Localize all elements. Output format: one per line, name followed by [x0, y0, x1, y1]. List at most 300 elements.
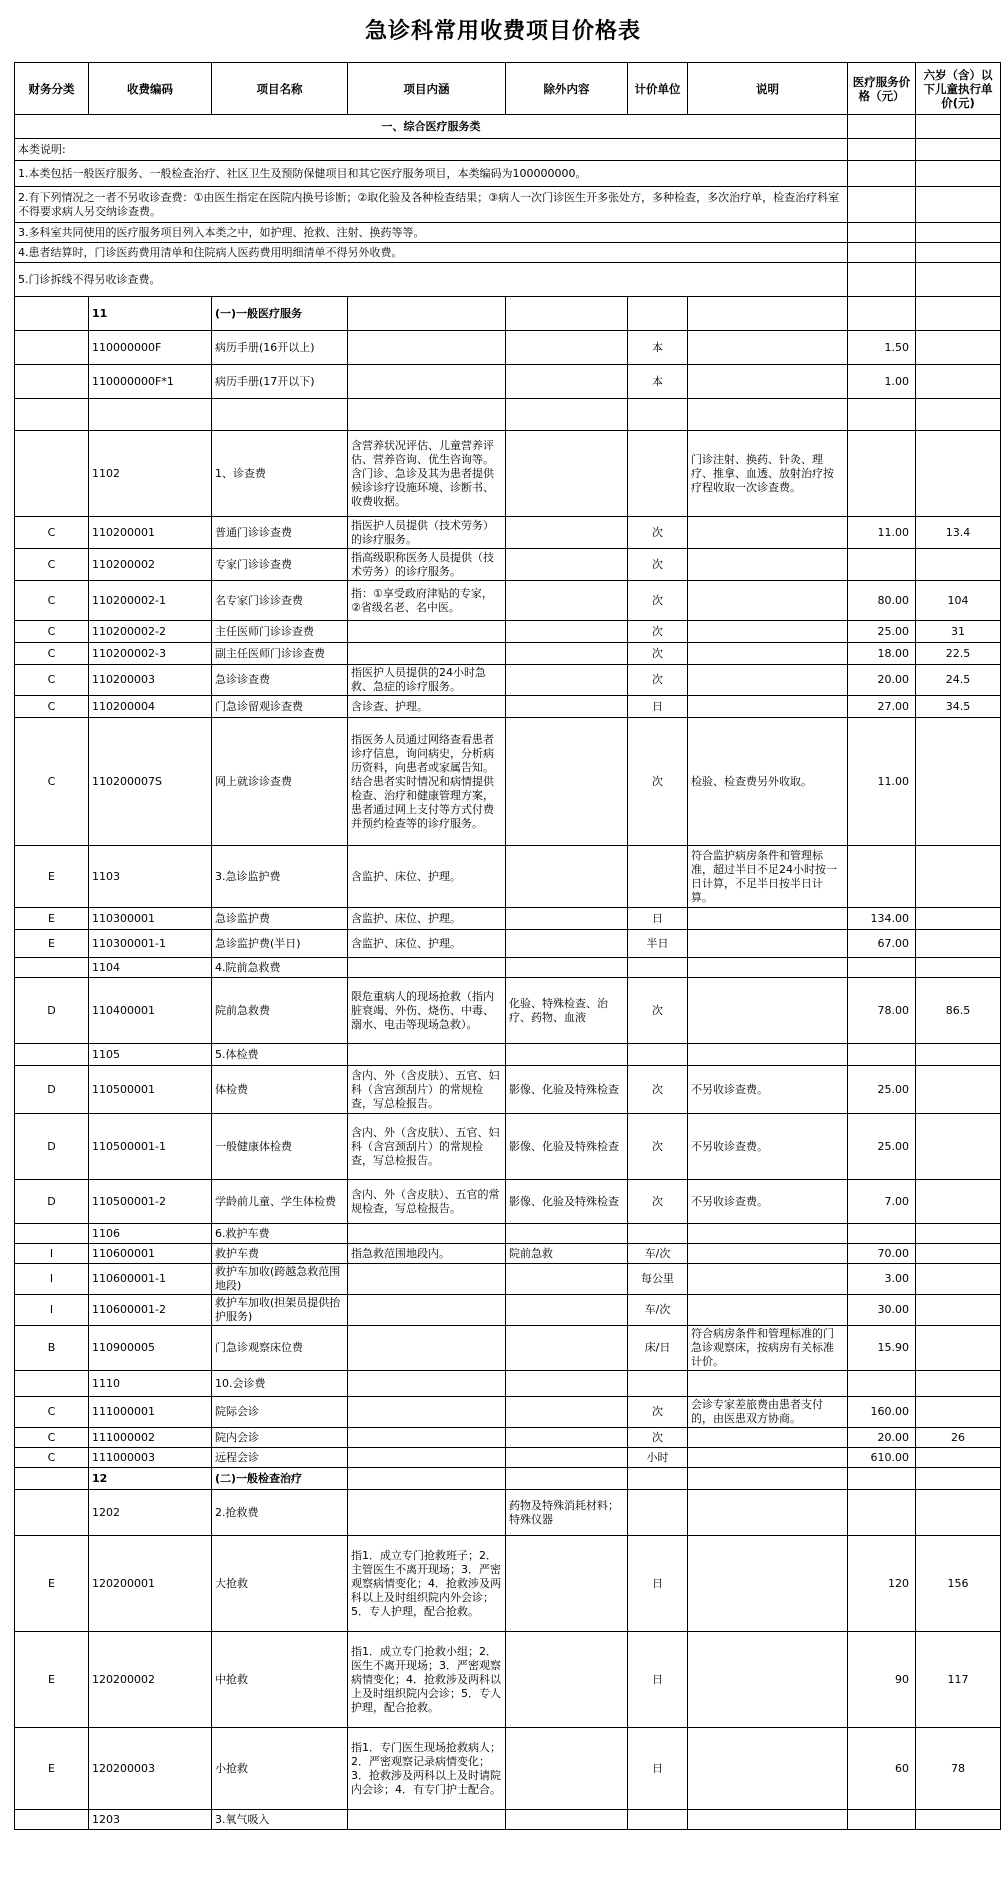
item-content-cell	[348, 1371, 506, 1397]
finance-category-cell	[15, 1224, 89, 1244]
service-price-cell: 7.00	[848, 1180, 916, 1224]
child-price-cell: 26	[916, 1428, 1001, 1448]
billing-unit-cell: 小时	[628, 1448, 688, 1468]
header-cell: 收费编码	[89, 63, 212, 115]
item-name-cell: (一)一般医疗服务	[212, 297, 348, 331]
table-row	[15, 1728, 1001, 1810]
table-row	[15, 1490, 1001, 1536]
fee-code-cell: 110200004	[89, 696, 212, 718]
remark-cell	[688, 331, 848, 365]
service-price-cell: 18.00	[848, 643, 916, 665]
child-price-cell	[916, 718, 1001, 846]
service-price-cell: 134.00	[848, 908, 916, 930]
item-content-cell: 含营养状况评估、儿童营养评估、营养咨询、优生咨询等。含门诊、急诊及其为患者提供候诊诊疗设施环境、诊断书、收费收据。	[348, 431, 506, 517]
exclusion-cell	[506, 1468, 628, 1490]
item-name-cell: 主任医师门诊诊查费	[212, 621, 348, 643]
fee-code-cell: 1202	[89, 1490, 212, 1536]
finance-category-cell	[15, 1371, 89, 1397]
exclusion-cell	[506, 1810, 628, 1830]
item-name-cell: 小抢救	[212, 1728, 348, 1810]
billing-unit-cell: 每公里	[628, 1264, 688, 1295]
fee-code-cell: 1105	[89, 1044, 212, 1066]
item-content-cell: 指医护人员提供（技术劳务）的诊疗服务。	[348, 517, 506, 549]
note-row	[15, 223, 1001, 243]
child-price-cell	[916, 1224, 1001, 1244]
child-price-cell	[916, 1448, 1001, 1468]
table-row	[15, 581, 1001, 621]
item-content-cell: 含监护、床位、护理。	[348, 846, 506, 908]
remark-cell	[688, 1490, 848, 1536]
billing-unit-cell	[628, 1371, 688, 1397]
fee-code-cell: 110200002-3	[89, 643, 212, 665]
remark-cell: 不另收诊查费。	[688, 1066, 848, 1114]
note-row	[15, 243, 1001, 263]
billing-unit-cell: 床/日	[628, 1326, 688, 1371]
service-price-cell: 3.00	[848, 1264, 916, 1295]
finance-category-cell: D	[15, 1180, 89, 1224]
item-name-cell: 5.体检费	[212, 1044, 348, 1066]
finance-category-cell: C	[15, 517, 89, 549]
item-name-cell: 院内会诊	[212, 1428, 348, 1448]
billing-unit-cell: 次	[628, 1066, 688, 1114]
fee-code-cell: 1203	[89, 1810, 212, 1830]
table-row	[15, 1428, 1001, 1448]
fee-code-cell: 110200001	[89, 517, 212, 549]
empty-cell	[848, 139, 916, 161]
fee-code-cell: 120200001	[89, 1536, 212, 1632]
service-price-cell	[848, 399, 916, 431]
fee-code-cell: 120200002	[89, 1632, 212, 1728]
item-content-cell	[348, 1326, 506, 1371]
exclusion-cell: 影像、化验及特殊检查	[506, 1114, 628, 1180]
exclusion-cell	[506, 1448, 628, 1468]
table-row	[15, 1264, 1001, 1295]
remark-cell	[688, 908, 848, 930]
table-row	[15, 399, 1001, 431]
service-price-cell: 120	[848, 1536, 916, 1632]
item-name-cell: 10.会诊费	[212, 1371, 348, 1397]
item-content-cell: 含内、外（含皮肤）、五官的常规检查，写总检报告。	[348, 1180, 506, 1224]
empty-cell	[916, 161, 1001, 187]
item-name-cell: 救护车加收(跨越急救范围地段)	[212, 1264, 348, 1295]
item-content-cell	[348, 331, 506, 365]
billing-unit-cell	[628, 1490, 688, 1536]
item-content-cell	[348, 621, 506, 643]
exclusion-cell	[506, 846, 628, 908]
item-content-cell: 指医务人员通过网络查看患者诊疗信息，询问病史，分析病历资料，向患者或家属告知。结合患者实时情况和病情提供检查、治疗和健康管理方案，患者通过网上支付等方式付费并预约检查等的诊疗服务。	[348, 718, 506, 846]
service-price-cell: 27.00	[848, 696, 916, 718]
billing-unit-cell	[628, 431, 688, 517]
empty-cell	[848, 161, 916, 187]
fee-code-cell: 110000000F	[89, 331, 212, 365]
child-price-cell: 22.5	[916, 643, 1001, 665]
remark-cell	[688, 665, 848, 696]
exclusion-cell	[506, 399, 628, 431]
remark-cell	[688, 1468, 848, 1490]
child-price-cell	[916, 1326, 1001, 1371]
note-row	[15, 187, 1001, 223]
remark-cell	[688, 517, 848, 549]
exclusion-cell	[506, 331, 628, 365]
exclusion-cell	[506, 665, 628, 696]
child-price-cell: 117	[916, 1632, 1001, 1728]
exclusion-cell	[506, 1044, 628, 1066]
child-price-cell	[916, 1468, 1001, 1490]
table-row	[15, 1326, 1001, 1371]
child-price-cell	[916, 1371, 1001, 1397]
item-name-cell: 病历手册(16开以上)	[212, 331, 348, 365]
child-price-cell	[916, 1490, 1001, 1536]
billing-unit-cell: 日	[628, 1728, 688, 1810]
header-cell: 财务分类	[15, 63, 89, 115]
exclusion-cell	[506, 1632, 628, 1728]
fee-code-cell: 120200003	[89, 1728, 212, 1810]
remark-cell	[688, 643, 848, 665]
fee-code-cell: 110000000F*1	[89, 365, 212, 399]
item-content-cell	[348, 1397, 506, 1428]
child-price-cell	[916, 331, 1001, 365]
remark-cell	[688, 930, 848, 958]
service-price-cell	[848, 958, 916, 978]
service-price-cell: 20.00	[848, 1428, 916, 1448]
header-cell: 说明	[688, 63, 848, 115]
billing-unit-cell	[628, 1044, 688, 1066]
exclusion-cell	[506, 621, 628, 643]
table-row	[15, 643, 1001, 665]
child-price-cell	[916, 365, 1001, 399]
billing-unit-cell: 次	[628, 581, 688, 621]
fee-code-cell: 110200002-2	[89, 621, 212, 643]
finance-category-cell	[15, 1468, 89, 1490]
remark-cell	[688, 958, 848, 978]
finance-category-cell	[15, 399, 89, 431]
billing-unit-cell: 次	[628, 1180, 688, 1224]
item-content-cell: 含监护、床位、护理。	[348, 930, 506, 958]
service-price-cell: 60	[848, 1728, 916, 1810]
item-content-cell: 指高级职称医务人员提供（技术劳务）的诊疗服务。	[348, 549, 506, 581]
section-row	[15, 115, 1001, 139]
finance-category-cell: C	[15, 665, 89, 696]
item-content-cell: 限危重病人的现场抢救（指内脏衰竭、外伤、烧伤、中毒、溺水、电击等现场急救）。	[348, 978, 506, 1044]
note-row	[15, 161, 1001, 187]
table-row	[15, 549, 1001, 581]
item-name-cell: 体检费	[212, 1066, 348, 1114]
item-content-cell: 含诊查、护理。	[348, 696, 506, 718]
fee-code-cell: 1103	[89, 846, 212, 908]
table-row	[15, 1180, 1001, 1224]
remark-cell	[688, 1224, 848, 1244]
fee-code-cell: 110200002	[89, 549, 212, 581]
remark-cell	[688, 1810, 848, 1830]
child-price-cell: 156	[916, 1536, 1001, 1632]
service-price-cell: 15.90	[848, 1326, 916, 1371]
child-price-cell: 104	[916, 581, 1001, 621]
fee-code-cell	[89, 399, 212, 431]
table-row	[15, 1468, 1001, 1490]
remark-cell	[688, 696, 848, 718]
table-row	[15, 1810, 1001, 1830]
finance-category-cell: C	[15, 643, 89, 665]
billing-unit-cell	[628, 1810, 688, 1830]
table-row	[15, 846, 1001, 908]
finance-category-cell: D	[15, 1066, 89, 1114]
note-row	[15, 263, 1001, 297]
item-content-cell	[348, 297, 506, 331]
finance-category-cell	[15, 297, 89, 331]
billing-unit-cell	[628, 297, 688, 331]
item-content-cell	[348, 1428, 506, 1448]
item-name-cell: 门急诊观察床位费	[212, 1326, 348, 1371]
fee-code-cell: 111000003	[89, 1448, 212, 1468]
fee-code-cell: 110200003	[89, 665, 212, 696]
child-price-cell	[916, 1810, 1001, 1830]
category-note: 本类说明:	[15, 139, 848, 161]
service-price-cell	[848, 297, 916, 331]
exclusion-cell	[506, 1326, 628, 1371]
billing-unit-cell: 次	[628, 978, 688, 1044]
service-price-cell: 11.00	[848, 718, 916, 846]
finance-category-cell: C	[15, 1428, 89, 1448]
remark-cell	[688, 621, 848, 643]
finance-category-cell: D	[15, 978, 89, 1044]
item-content-cell: 含内、外（含皮肤）、五官、妇科（含宫颈刮片）的常规检查，写总检报告。	[348, 1114, 506, 1180]
table-row	[15, 930, 1001, 958]
item-name-cell: 副主任医师门诊诊查费	[212, 643, 348, 665]
category-note: 4.患者结算时，门诊医药费用清单和住院病人医药费用明细清单不得另外收费。	[15, 243, 848, 263]
finance-category-cell: C	[15, 718, 89, 846]
billing-unit-cell	[628, 1468, 688, 1490]
remark-cell	[688, 1371, 848, 1397]
finance-category-cell: E	[15, 1632, 89, 1728]
empty-cell	[848, 263, 916, 297]
remark-cell	[688, 1244, 848, 1264]
service-price-cell: 30.00	[848, 1295, 916, 1326]
finance-category-cell: E	[15, 846, 89, 908]
child-price-cell	[916, 1114, 1001, 1180]
exclusion-cell	[506, 1295, 628, 1326]
header-cell: 除外内容	[506, 63, 628, 115]
remark-cell	[688, 365, 848, 399]
finance-category-cell	[15, 1810, 89, 1830]
table-row	[15, 696, 1001, 718]
child-price-cell	[916, 1397, 1001, 1428]
remark-cell	[688, 978, 848, 1044]
billing-unit-cell: 车/次	[628, 1244, 688, 1264]
header-cell: 医疗服务价格（元）	[848, 63, 916, 115]
service-price-cell	[848, 846, 916, 908]
billing-unit-cell: 车/次	[628, 1295, 688, 1326]
finance-category-cell	[15, 1490, 89, 1536]
item-name-cell: 门急诊留观诊查费	[212, 696, 348, 718]
table-row	[15, 621, 1001, 643]
table-row	[15, 1044, 1001, 1066]
table-row	[15, 1224, 1001, 1244]
child-price-cell	[916, 1264, 1001, 1295]
fee-code-cell: 111000002	[89, 1428, 212, 1448]
remark-cell: 符合监护病房条件和管理标准，超过半日不足24小时按一日计算，不足半日按半日计算。	[688, 846, 848, 908]
item-content-cell	[348, 1448, 506, 1468]
child-price-cell	[916, 1044, 1001, 1066]
table-row	[15, 908, 1001, 930]
service-price-cell: 80.00	[848, 581, 916, 621]
exclusion-cell	[506, 643, 628, 665]
fee-code-cell: 11	[89, 297, 212, 331]
table-row	[15, 718, 1001, 846]
empty-cell	[916, 263, 1001, 297]
finance-category-cell: E	[15, 1728, 89, 1810]
exclusion-cell	[506, 958, 628, 978]
item-content-cell	[348, 399, 506, 431]
empty-cell	[848, 187, 916, 223]
item-name-cell: 2.抢救费	[212, 1490, 348, 1536]
billing-unit-cell: 次	[628, 665, 688, 696]
finance-category-cell: E	[15, 930, 89, 958]
empty-cell	[916, 115, 1001, 139]
billing-unit-cell: 次	[628, 517, 688, 549]
child-price-cell: 31	[916, 621, 1001, 643]
child-price-cell	[916, 549, 1001, 581]
fee-code-cell: 110600001-2	[89, 1295, 212, 1326]
finance-category-cell: C	[15, 581, 89, 621]
fee-code-cell: 1110	[89, 1371, 212, 1397]
fee-code-cell: 111000001	[89, 1397, 212, 1428]
finance-category-cell: E	[15, 908, 89, 930]
finance-category-cell: C	[15, 696, 89, 718]
service-price-cell: 25.00	[848, 1114, 916, 1180]
empty-cell	[916, 187, 1001, 223]
remark-cell	[688, 1264, 848, 1295]
remark-cell: 不另收诊查费。	[688, 1114, 848, 1180]
exclusion-cell	[506, 581, 628, 621]
service-price-cell: 610.00	[848, 1448, 916, 1468]
table-row	[15, 1114, 1001, 1180]
remark-cell	[688, 581, 848, 621]
table-row	[15, 297, 1001, 331]
service-price-cell: 25.00	[848, 621, 916, 643]
child-price-cell	[916, 958, 1001, 978]
exclusion-cell	[506, 718, 628, 846]
item-name-cell: 学龄前儿童、学生体检费	[212, 1180, 348, 1224]
exclusion-cell	[506, 908, 628, 930]
exclusion-cell	[506, 1728, 628, 1810]
remark-cell: 不另收诊查费。	[688, 1180, 848, 1224]
child-price-cell: 13.4	[916, 517, 1001, 549]
billing-unit-cell: 日	[628, 696, 688, 718]
item-content-cell	[348, 643, 506, 665]
remark-cell: 检验、检查费另外收取。	[688, 718, 848, 846]
remark-cell: 符合病房条件和管理标准的门急诊观察床，按病房有关标准计价。	[688, 1326, 848, 1371]
empty-cell	[848, 115, 916, 139]
child-price-cell	[916, 399, 1001, 431]
item-name-cell: 专家门诊诊查费	[212, 549, 348, 581]
exclusion-cell	[506, 696, 628, 718]
empty-cell	[848, 223, 916, 243]
child-price-cell	[916, 1066, 1001, 1114]
service-price-cell: 11.00	[848, 517, 916, 549]
table-row	[15, 1295, 1001, 1326]
item-name-cell: 救护车费	[212, 1244, 348, 1264]
table-row	[15, 1371, 1001, 1397]
fee-code-cell: 110500001	[89, 1066, 212, 1114]
item-name-cell: 院前急救费	[212, 978, 348, 1044]
billing-unit-cell: 本	[628, 365, 688, 399]
billing-unit-cell: 半日	[628, 930, 688, 958]
billing-unit-cell: 次	[628, 1114, 688, 1180]
exclusion-cell: 药物及特殊消耗材料；特殊仪器	[506, 1490, 628, 1536]
child-price-cell: 86.5	[916, 978, 1001, 1044]
item-name-cell: 网上就诊诊查费	[212, 718, 348, 846]
exclusion-cell: 影像、化验及特殊检查	[506, 1180, 628, 1224]
finance-category-cell: C	[15, 621, 89, 643]
category-note: 3.多科室共同使用的医疗服务项目列入本类之中，如护理、抢救、注射、换药等等。	[15, 223, 848, 243]
child-price-cell	[916, 930, 1001, 958]
exclusion-cell	[506, 297, 628, 331]
billing-unit-cell: 次	[628, 549, 688, 581]
item-name-cell: 1、诊查费	[212, 431, 348, 517]
finance-category-cell	[15, 365, 89, 399]
service-price-cell	[848, 549, 916, 581]
empty-cell	[916, 223, 1001, 243]
exclusion-cell	[506, 1371, 628, 1397]
item-name-cell: 大抢救	[212, 1536, 348, 1632]
finance-category-cell	[15, 331, 89, 365]
category-note: 2.有下列情况之一者不另收诊查费：①由医生指定在医院内换号诊断；②取化验及各种检查结果；③病人一次门诊医生开多张处方，多种检查，多次治疗单，检查治疗科室不得要求病人另交纳诊查费。	[15, 187, 848, 223]
remark-cell	[688, 399, 848, 431]
remark-cell	[688, 1632, 848, 1728]
table-row	[15, 517, 1001, 549]
remark-cell	[688, 549, 848, 581]
exclusion-cell	[506, 1224, 628, 1244]
service-price-cell: 70.00	[848, 1244, 916, 1264]
fee-code-cell: 110200002-1	[89, 581, 212, 621]
exclusion-cell: 影像、化验及特殊检查	[506, 1066, 628, 1114]
child-price-cell: 78	[916, 1728, 1001, 1810]
item-name-cell: 救护车加收(担架员提供抬护服务)	[212, 1295, 348, 1326]
finance-category-cell: C	[15, 1448, 89, 1468]
exclusion-cell	[506, 1428, 628, 1448]
service-price-cell	[848, 431, 916, 517]
item-content-cell	[348, 1224, 506, 1244]
exclusion-cell	[506, 431, 628, 517]
table-row	[15, 1244, 1001, 1264]
remark-cell: 会诊专家差旅费由患者支付的，由医患双方协商。	[688, 1397, 848, 1428]
fee-code-cell: 1106	[89, 1224, 212, 1244]
remark-cell	[688, 1044, 848, 1066]
note-row	[15, 139, 1001, 161]
item-content-cell	[348, 1264, 506, 1295]
fee-code-cell: 110300001	[89, 908, 212, 930]
item-content-cell	[348, 1810, 506, 1830]
fee-code-cell: 110900005	[89, 1326, 212, 1371]
service-price-cell	[848, 1490, 916, 1536]
service-price-cell: 1.50	[848, 331, 916, 365]
billing-unit-cell: 日	[628, 1536, 688, 1632]
header-row	[15, 63, 1001, 115]
service-price-cell: 25.00	[848, 1066, 916, 1114]
service-price-cell: 1.00	[848, 365, 916, 399]
billing-unit-cell: 次	[628, 621, 688, 643]
exclusion-cell	[506, 1536, 628, 1632]
finance-category-cell: B	[15, 1326, 89, 1371]
exclusion-cell	[506, 365, 628, 399]
child-price-cell	[916, 1180, 1001, 1224]
item-name-cell	[212, 399, 348, 431]
billing-unit-cell: 次	[628, 643, 688, 665]
item-content-cell: 指急救范围地段内。	[348, 1244, 506, 1264]
fee-code-cell: 110500001-1	[89, 1114, 212, 1180]
item-name-cell: 4.院前急救费	[212, 958, 348, 978]
remark-cell	[688, 1295, 848, 1326]
